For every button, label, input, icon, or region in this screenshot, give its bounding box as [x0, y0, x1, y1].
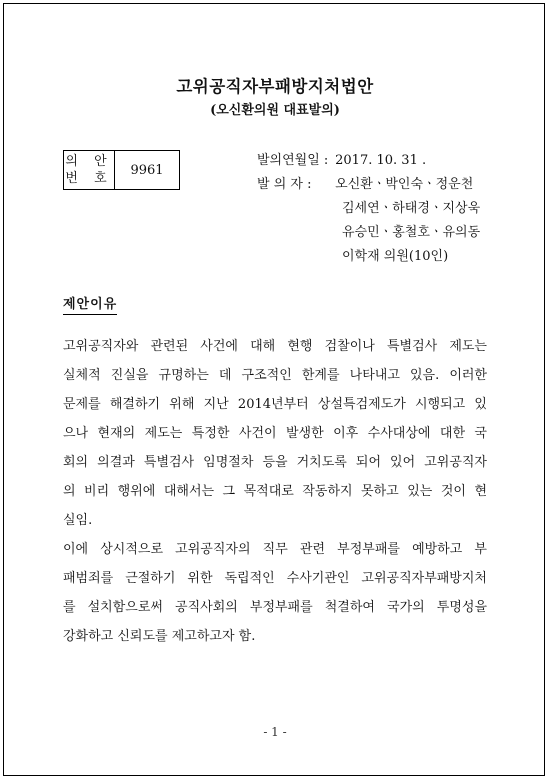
proposer-line: 오신환ㆍ박인숙ㆍ정운천	[335, 177, 474, 192]
text-line: 고위공직자와 관련된 사건에 대해 현행 검찰이나 특별검사 제도는	[63, 339, 487, 354]
proposal-date-value: 2017. 10. 31 .	[335, 153, 427, 168]
proposer-line: 유승민ㆍ홍철호ㆍ유의동	[342, 225, 481, 240]
proposer-label: 발 의 자 :	[257, 177, 312, 192]
proposal-date-label: 발의연월일 :	[257, 153, 329, 168]
text-line: 회의 의결과 특별검사 임명절차 등을 거치도록 되어 있어 고위공직자	[63, 455, 487, 470]
text-line: 의 비리 행위에 대해서는 그 목적대로 작동하지 못하고 있는 것이 현	[63, 484, 487, 499]
proposal-reason-text	[63, 332, 487, 651]
bill-subtitle: (오신환의원 대표발의)	[210, 103, 340, 118]
text-line: 으나 현재의 제도는 특정한 사건이 발생한 이후 수사대상에 대한 국	[63, 426, 487, 441]
bill-number-value: 9961	[115, 151, 180, 190]
proposer-line: 이학재 의원(10인)	[342, 249, 449, 264]
text-line: 실체적 진실을 규명하는 데 구조적인 한계를 나타내고 있음. 이러한	[63, 368, 487, 383]
proposer-row	[257, 173, 480, 197]
proposal-date-row	[257, 149, 480, 173]
text-line: 이에 상시적으로 고위공직자의 직무 관련 부정부패를 예방하고 부	[63, 542, 487, 557]
section-heading: 제안이유	[63, 293, 117, 315]
bill-number-label-line2: 번 호	[65, 171, 113, 186]
text-line: 강화하고 신뢰도를 제고하고자 함.	[63, 629, 256, 644]
proposer-line: 김세연ㆍ하태경ㆍ지상욱	[342, 201, 481, 216]
bill-number-box	[63, 150, 180, 190]
bill-number-label	[64, 151, 115, 190]
text-line: 실임.	[63, 513, 93, 528]
page-number: - 1 -	[263, 725, 287, 739]
text-line: 문제를 해결하기 위해 지난 2014년부터 상설특검제도가 시행되고 있	[63, 397, 487, 412]
bill-meta	[257, 149, 480, 269]
text-line: 패범죄를 근절하기 위한 독립적인 수사기관인 고위공직자부패방지처	[63, 571, 487, 586]
bill-title: 고위공직자부패방지처법안	[176, 77, 374, 96]
text-line: 를 설치함으로써 공직사회의 부정부패를 척결하여 국가의 투명성을	[63, 600, 487, 615]
bill-number-label-line1: 의 안	[65, 154, 113, 169]
